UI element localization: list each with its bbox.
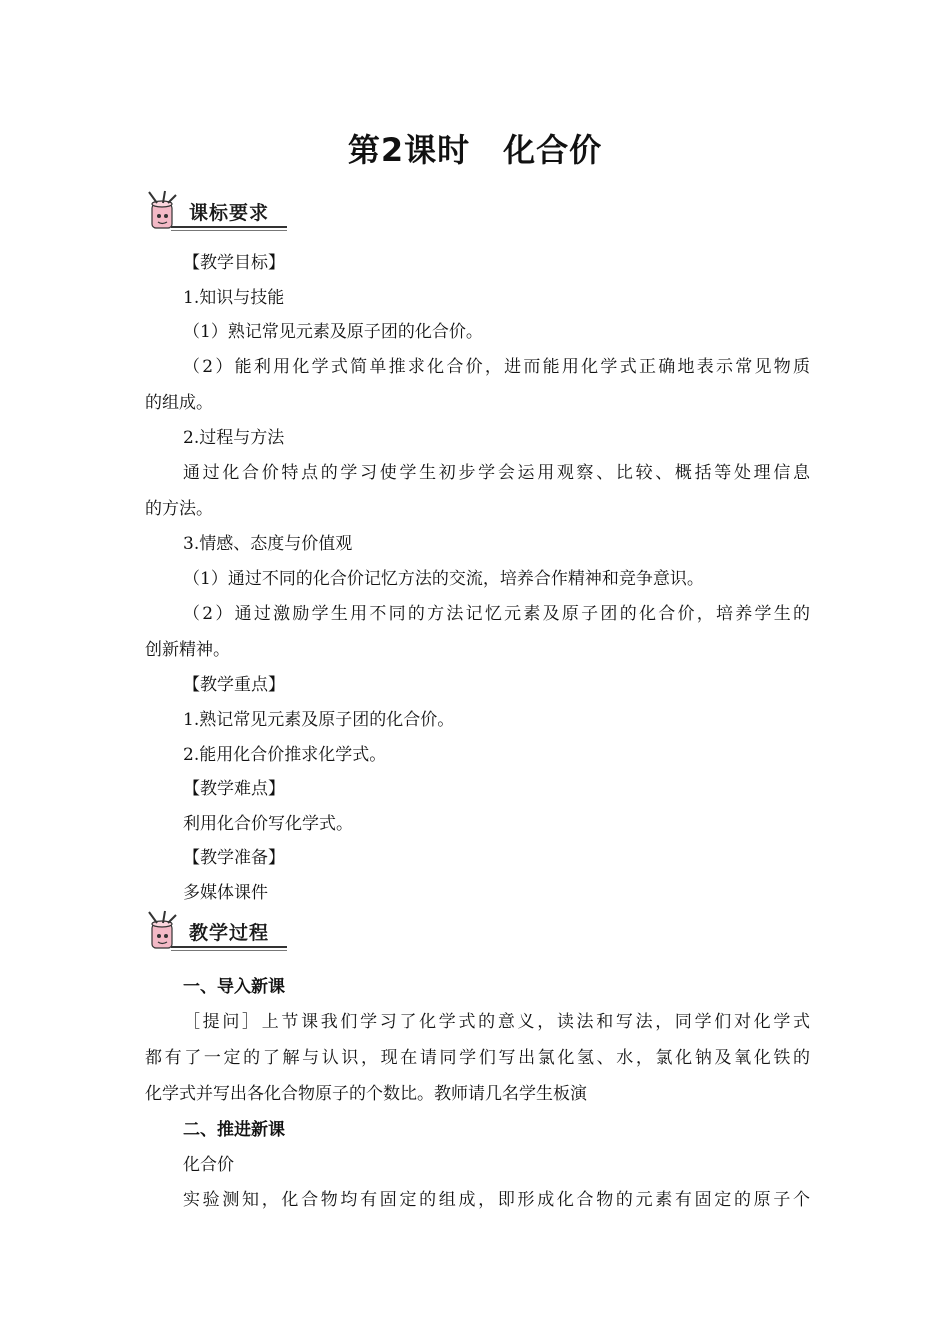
banner-underline	[171, 230, 287, 231]
process-item-line-1: 通过化合价特点的学习使学生初步学会运用观察、比较、概括等处理信息	[183, 463, 810, 483]
knowledge-header: 1.知识与技能	[183, 288, 285, 308]
key-item-2: 2.能用化合价推求化学式。	[183, 745, 387, 765]
knowledge-item-1: （1）熟记常见元素及原子团的化合价。	[183, 322, 483, 342]
intro-paragraph-line-1: ［提问］上节课我们学习了化学式的意义，读法和写法，同学们对化学式	[183, 1012, 810, 1032]
intro-paragraph-line-3: 化学式并写出各化合物原子的个数比。教师请几名学生板演	[145, 1084, 587, 1104]
knowledge-item-2-line-1: （2）能利用化学式简单推求化合价，进而能用化学式正确地表示常见物质	[183, 357, 810, 377]
advance-item-1: 化合价	[183, 1155, 234, 1175]
section-banner-process	[143, 910, 288, 956]
banner-underline	[171, 946, 287, 948]
emotion-header: 3.情感、态度与价值观	[183, 534, 353, 554]
difficulty-header: 【教学难点】	[183, 779, 285, 799]
difficulty-item: 利用化合价写化学式。	[183, 814, 353, 834]
prep-item: 多媒体课件	[183, 883, 268, 903]
process-header: 2.过程与方法	[183, 428, 285, 448]
key-item-1: 1.熟记常见元素及原子团的化合价。	[183, 710, 455, 730]
intro-paragraph-line-2: 都有了一定的了解与认识，现在请同学们写出氯化氢、水，氯化钠及氧化铁的	[145, 1048, 810, 1068]
banner-underline	[171, 950, 287, 951]
key-header: 【教学重点】	[183, 675, 285, 695]
banner-underline	[171, 226, 287, 228]
process-item-line-2: 的方法。	[145, 499, 213, 519]
intro-header: 一、导入新课	[183, 977, 285, 997]
goals-header: 【教学目标】	[183, 253, 285, 273]
advance-header: 二、推进新课	[183, 1120, 285, 1140]
section-banner-standards	[143, 190, 288, 236]
prep-header: 【教学准备】	[183, 848, 285, 868]
emotion-item-2-line-1: （2）通过激励学生用不同的方法记忆元素及原子团的化合价，培养学生的	[183, 604, 810, 624]
advance-item-2: 实验测知，化合物均有固定的组成，即形成化合物的元素有固定的原子个	[183, 1190, 810, 1210]
page-title: 第2课时 化合价	[347, 131, 603, 169]
knowledge-item-2-line-2: 的组成。	[145, 393, 213, 413]
emotion-item-1: （1）通过不同的化合价记忆方法的交流，培养合作精神和竞争意识。	[183, 569, 704, 589]
section-banner-label: 课标要求	[189, 202, 270, 224]
emotion-item-2-line-2: 创新精神。	[145, 640, 230, 660]
section-banner-label: 教学过程	[189, 922, 270, 944]
